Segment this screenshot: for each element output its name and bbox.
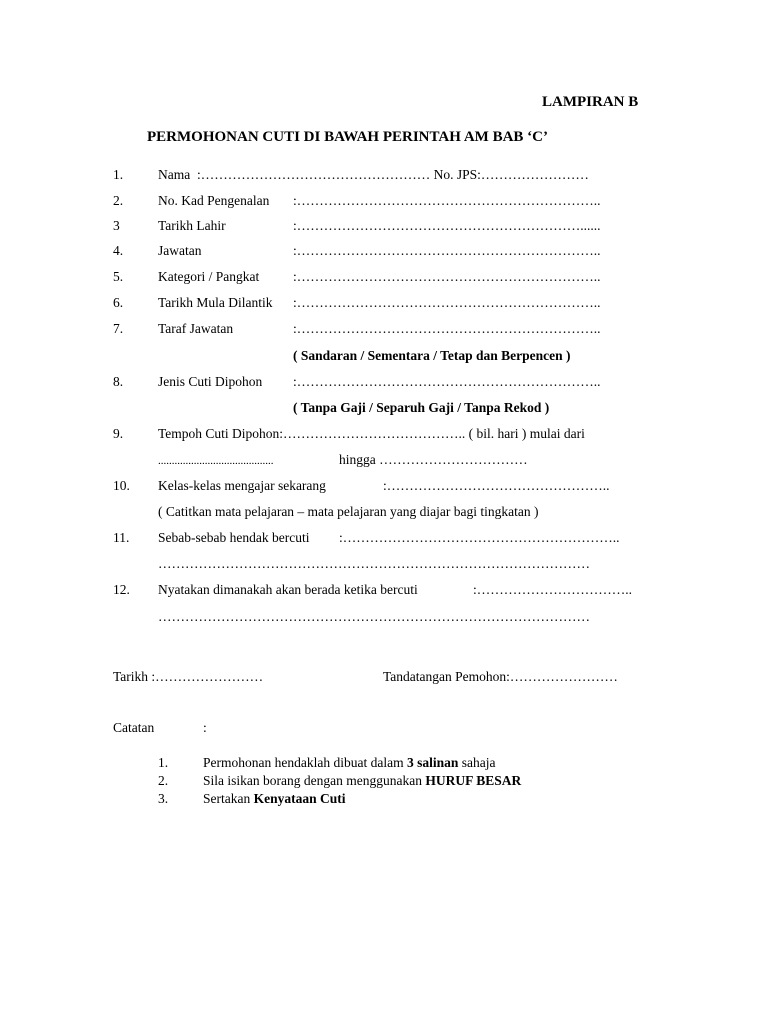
note-text: sahaja [458,755,496,770]
note-text: Sertakan [203,791,254,806]
row-number: 10. [113,478,130,493]
form-title: PERMOHONAN CUTI DI BAWAH PERINTAH AM BAB ‘C’ [147,129,548,145]
row-label-kelas: Kelas-kelas mengajar sekarang [158,478,326,493]
row-label-kategori: Kategori / Pangkat [158,269,260,284]
fill-line: :………………………………………………………….. [293,193,601,208]
row-label-tempoh-cuti: Tempoh Cuti Dipohon:………………………………….. ( bil. hari ) mulai dari [158,426,585,441]
note-text: Permohonan hendaklah dibuat dalam [203,755,407,770]
note-text: Sila isikan borang dengan menggunakan [203,773,426,788]
note-emphasis: 3 salinan [406,755,459,770]
row-number: 6. [113,295,124,310]
row-number: 2. [113,193,124,208]
row-label-tarikh-mula: Tarikh Mula Dilantik [158,295,273,310]
fill-line: …………………………………………………………………………………… [158,609,590,624]
note-item [203,773,521,789]
fill-line: …………………………………………………………………………………… [158,556,590,571]
fill-line: .......................................... [158,455,274,467]
row-number: 7. [113,321,124,336]
row-label-nama: Nama :…………………………………………… No. JPS:…………………… [158,167,589,182]
notes-heading: Catatan [113,720,155,735]
row9-hingga: hingga …………………………… [339,452,528,467]
row-number: 12. [113,582,130,597]
row10-note: ( Catitkan mata pelajaran – mata pelajaran yang diajar bagi tingkatan ) [158,504,539,519]
row-number: 8. [113,374,124,389]
row-number: 5. [113,269,124,284]
row-number: 9. [113,426,124,441]
row-number: 1. [113,167,124,182]
fill-line: :………………………………………………………….. [293,374,601,389]
date-field: Tarikh :…………………… [113,669,264,684]
notes-colon: : [203,720,207,735]
note-emphasis: HURUF BESAR [425,773,522,788]
fill-line: :………………………………………………………….. [293,295,601,310]
fill-line: :…………………………….. [473,582,633,597]
fill-line: :………………………………………………………….. [293,269,601,284]
row-label-sebab: Sebab-sebab hendak bercuti [158,530,310,545]
fill-line: :…………………………………………………….. [339,530,620,545]
note-emphasis: Kenyataan Cuti [253,791,346,806]
row-label-jawatan: Jawatan [158,243,202,258]
note-item [203,791,346,807]
note-number: 2. [158,773,169,788]
row-number: 4. [113,243,124,258]
row-number: 3 [113,218,120,233]
row-label-nyatakan: Nyatakan dimanakah akan berada ketika bercuti [158,582,418,597]
fill-line: :………………………………………….. [383,478,610,493]
note-number: 3. [158,791,169,806]
options-taraf-jawatan: ( Sandaran / Sementara / Tetap dan Berpencen ) [293,348,571,363]
row-label-kad-pengenalan: No. Kad Pengenalan [158,193,270,208]
row-label-tarikh-lahir: Tarikh Lahir [158,218,226,233]
row-number: 11. [113,530,130,545]
note-item [203,755,495,771]
fill-line: :………………………………………………………….. [293,321,601,336]
row-label-jenis-cuti: Jenis Cuti Dipohon [158,374,263,389]
note-number: 1. [158,755,169,770]
annex-label: LAMPIRAN B [542,94,639,110]
options-jenis-cuti: ( Tanpa Gaji / Separuh Gaji / Tanpa Rekod ) [293,400,550,415]
row-label-taraf-jawatan: Taraf Jawatan [158,321,234,336]
applicant-signature-field: Tandatangan Pemohon:…………………… [383,669,618,684]
fill-line: :………………………………………………………….. [293,243,601,258]
fill-line: :………………………………………………………...... [293,218,601,233]
